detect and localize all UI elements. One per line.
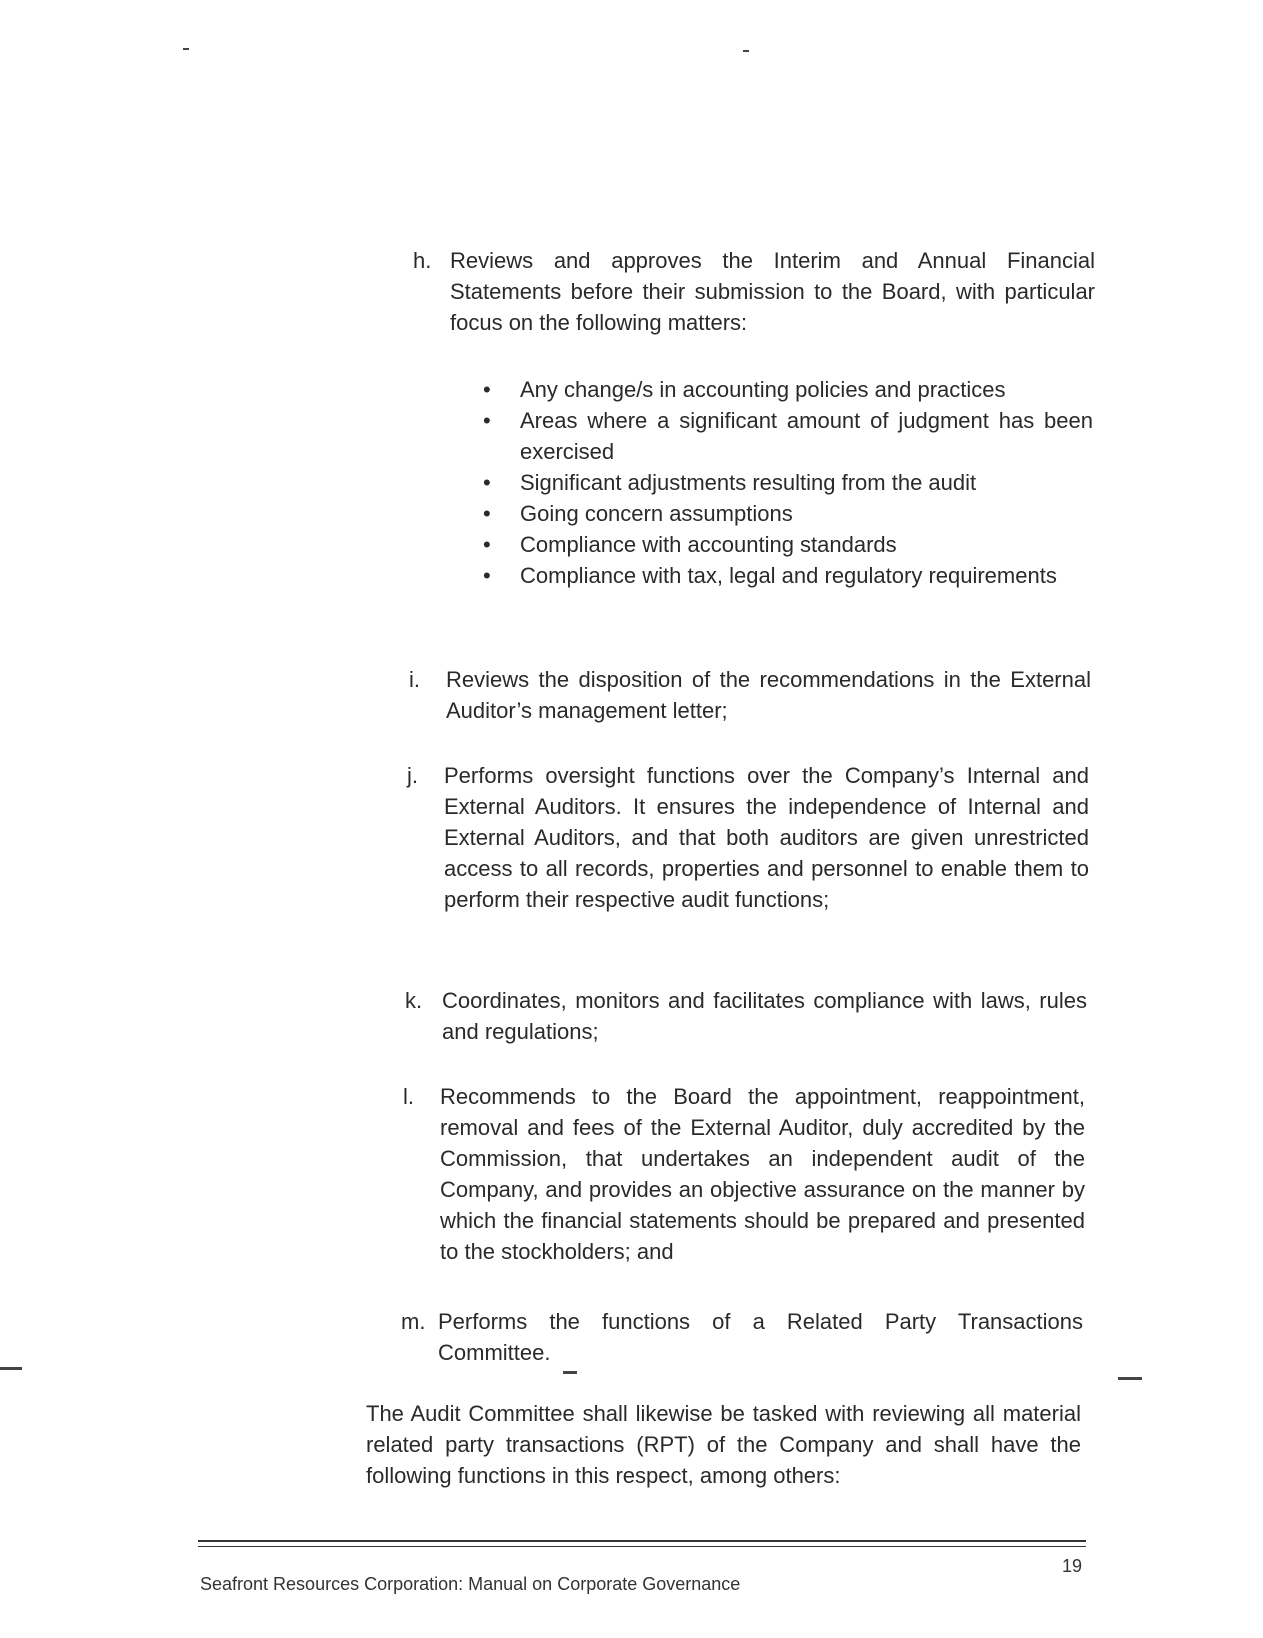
bullet-icon: • [483, 377, 491, 402]
item-text: Reviews the disposition of the recommendations in the External Auditor’s management letter; [446, 667, 1091, 723]
closing-paragraph: The Audit Committee shall likewise be tasked with reviewing all material related party transactions (RPT) of the Company and shall have the following functions in this respect, among others: [366, 1401, 1081, 1488]
bullet-item [483, 529, 1093, 560]
item-text: Coordinates, monitors and facilitates compliance with laws, rules and regulations; [442, 988, 1087, 1044]
list-item-i [409, 664, 1091, 726]
bullet-icon: • [483, 470, 491, 495]
list-item-l [403, 1081, 1085, 1267]
bullet-item [483, 374, 1093, 405]
list-item-m [401, 1306, 1083, 1368]
bullet-icon: • [483, 563, 491, 588]
bullet-text: Significant adjustments resulting from the audit [520, 470, 977, 495]
scan-speck [563, 1371, 577, 1374]
bullet-text: Compliance with tax, legal and regulatory requirements [520, 563, 1057, 588]
bullet-text: Any change/s in accounting policies and practices [520, 377, 1006, 402]
bullet-icon: • [483, 532, 491, 557]
scan-speck [743, 50, 749, 52]
item-text: Reviews and approves the Interim and Annual Financial Statements before their submission to the Board, with particular focus on the following matters: [450, 248, 1095, 335]
page-number: 19 [1062, 1556, 1083, 1576]
matters-bullet-list [483, 374, 1093, 591]
bullet-item [483, 498, 1093, 529]
item-marker: i. [409, 667, 420, 692]
list-item-j [407, 760, 1089, 915]
scan-speck [0, 1367, 22, 1370]
item-marker: m. [401, 1309, 426, 1334]
bullet-item [483, 467, 1093, 498]
bullet-item [483, 560, 1093, 591]
footer-divider [198, 1540, 1086, 1542]
list-item-h [413, 245, 1095, 338]
item-marker: k. [405, 988, 423, 1013]
footer-divider [198, 1546, 1086, 1547]
item-text: Performs oversight functions over the Company’s Internal and External Auditors. It ensures the independence of Internal and External Auditors, and that both auditors are given unrestricted access to all records, properties and personnel to enable them to perform their respective audit functions; [444, 763, 1089, 912]
scan-speck [1118, 1377, 1142, 1380]
scan-speck [183, 48, 189, 50]
bullet-text: Areas where a significant amount of judgment has been exercised [520, 408, 1093, 464]
item-marker: j. [407, 763, 418, 788]
bullet-text: Going concern assumptions [520, 501, 793, 526]
list-item-k [405, 985, 1087, 1047]
item-text: Performs the functions of a Related Party Transactions Committee. [438, 1309, 1083, 1365]
bullet-icon: • [483, 408, 491, 433]
item-marker: h. [413, 248, 432, 273]
bullet-text: Compliance with accounting standards [520, 532, 897, 557]
footer-title: Seafront Resources Corporation: Manual on Corporate Governance [200, 1574, 741, 1594]
item-marker: l. [403, 1084, 414, 1109]
item-text: Recommends to the Board the appointment, reappointment, removal and fees of the External Auditor, duly accredited by the Commission, that undertakes an independent audit of the Company, and provides an objective assurance on the manner by which the financial statements should be prepared and presented to the stockholders; and [440, 1084, 1085, 1264]
bullet-item [483, 405, 1093, 467]
bullet-icon: • [483, 501, 491, 526]
